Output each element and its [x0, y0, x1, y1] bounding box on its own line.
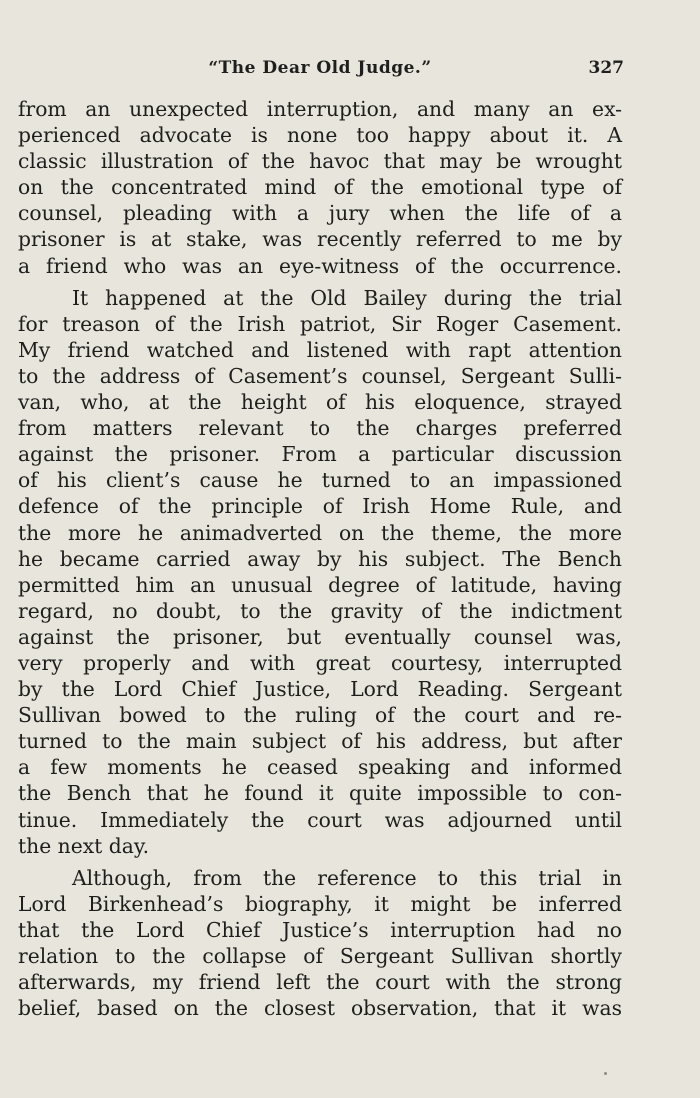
text-line: from an unexpected interruption, and many an ex-	[18, 97, 622, 121]
text-line: from matters relevant to the charges preferred	[18, 416, 622, 441]
text-line: prisoner is at stake, was recently referred to me by	[18, 227, 622, 252]
body-text	[18, 96, 622, 1021]
text-line: Lord Birkenhead’s biography, it might be inferred	[18, 891, 622, 916]
text-line: for treason of the Irish patriot, Sir Roger Casement.	[18, 311, 622, 336]
text-line: classic illustration of the havoc that may be wrought	[18, 149, 622, 174]
text-line: a few moments he ceased speaking and informed	[18, 755, 622, 780]
text-line: a friend who was an eye-witness of the occurrence.	[18, 253, 622, 278]
text-line: turned to the main subject of his address, but after	[18, 729, 622, 754]
text-line: of his client’s cause he turned to an impassioned	[18, 468, 622, 493]
paper-speck	[604, 1072, 607, 1075]
text-line: the Bench that he found it quite impossible to con-	[18, 781, 622, 806]
text-line: Although, from the reference to this trial in	[72, 865, 622, 890]
text-line: relation to the collapse of Sergeant Sullivan shortly	[18, 944, 622, 968]
page-number: 327	[588, 58, 624, 78]
paragraph-3	[18, 865, 622, 1022]
text-line: regard, no doubt, to the gravity of the indictment	[18, 598, 622, 623]
text-line: It happened at the Old Bailey during the trial	[72, 285, 622, 310]
text-line: the next day.	[18, 833, 150, 858]
text-line: permitted him an unusual degree of latitude, having	[18, 572, 622, 597]
text-line: perienced advocate is none too happy about it. A	[18, 123, 622, 148]
running-head	[0, 58, 700, 86]
text-line: counsel, pleading with a jury when the life of a	[18, 201, 622, 226]
text-line: defence of the principle of Irish Home Rule, and	[18, 494, 622, 519]
text-line: van, who, at the height of his eloquence, strayed	[18, 390, 622, 415]
text-line: to the address of Casement’s counsel, Sergeant Sulli-	[18, 363, 622, 388]
text-line: against the prisoner, but eventually counsel was,	[18, 624, 622, 649]
paragraph-2	[18, 285, 622, 859]
text-line: on the concentrated mind of the emotional type of	[18, 175, 622, 200]
paragraph-1	[18, 96, 622, 279]
text-line: afterwards, my friend left the court with the strong	[18, 970, 622, 995]
text-line: the more he animadverted on the theme, the more	[18, 520, 622, 545]
text-line: Sullivan bowed to the ruling of the court and re-	[18, 703, 622, 728]
text-line: My friend watched and listened with rapt attention	[18, 337, 622, 362]
running-title: “The Dear Old Judge.”	[208, 58, 432, 78]
text-line: by the Lord Chief Justice, Lord Reading. Sergeant	[18, 677, 622, 702]
text-line: belief, based on the closest observation, that it was	[18, 996, 622, 1021]
text-line: he became carried away by his subject. The Bench	[18, 546, 622, 571]
text-line: against the prisoner. From a particular discussion	[18, 442, 622, 467]
text-line: very properly and with great courtesy, interrupted	[18, 650, 622, 675]
text-line: that the Lord Chief Justice’s interruption had no	[18, 917, 622, 942]
text-line: tinue. Immediately the court was adjourned until	[18, 807, 622, 832]
